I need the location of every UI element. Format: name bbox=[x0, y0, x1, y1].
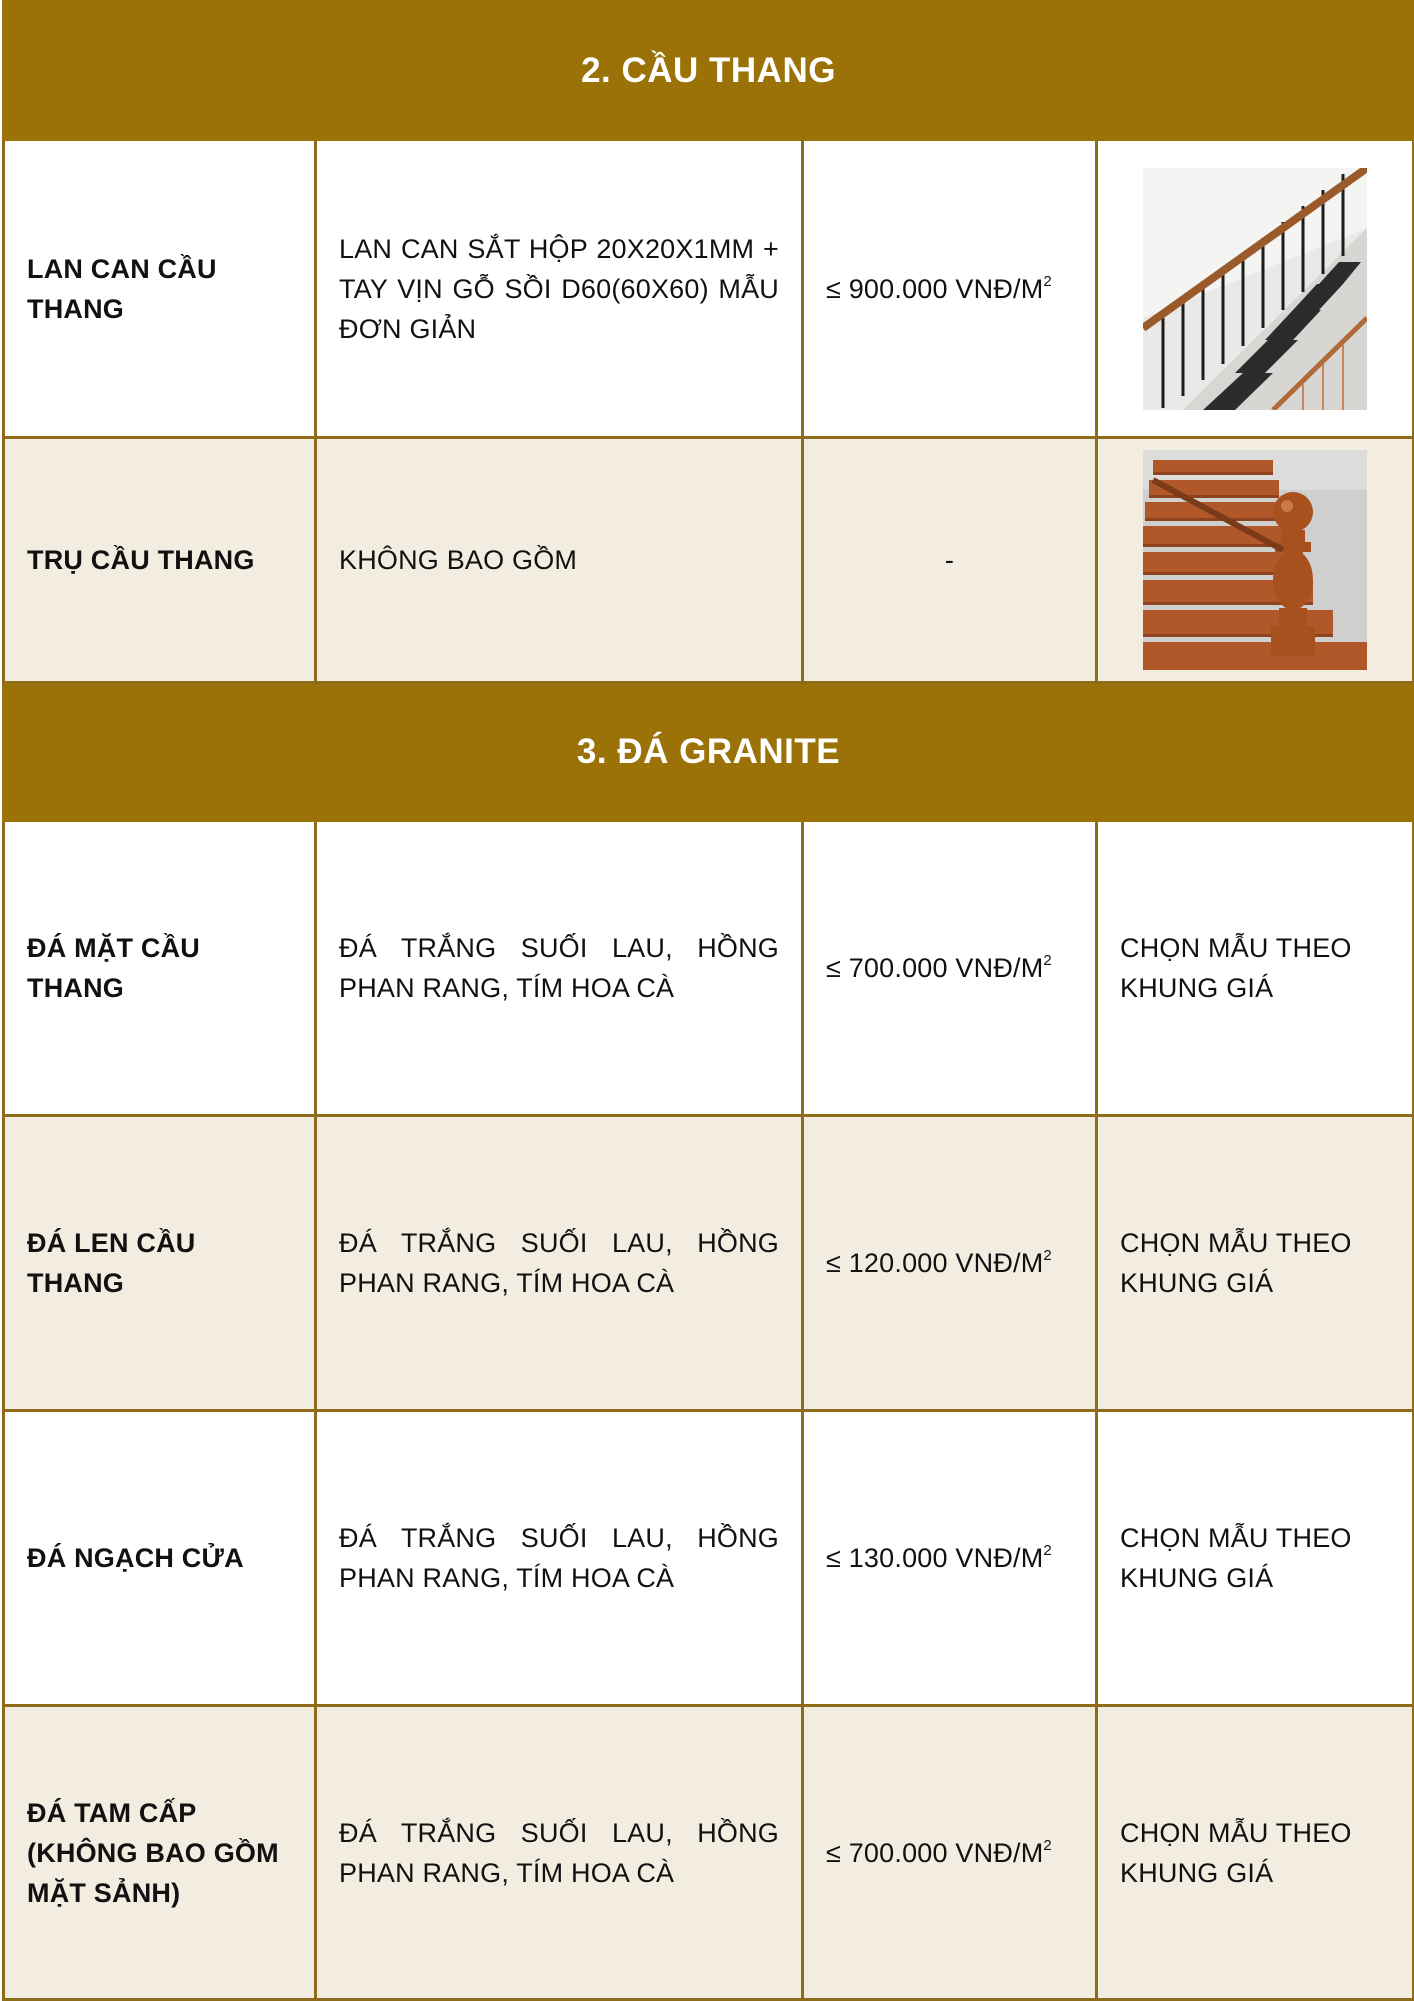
price-value: ≤ 900.000 VNĐ/M bbox=[826, 273, 1044, 304]
item-name: LAN CAN CẦU THANG bbox=[4, 140, 316, 438]
item-price: - bbox=[803, 438, 1097, 683]
item-name: ĐÁ LEN CẦU THANG bbox=[4, 1116, 316, 1411]
table-row bbox=[4, 140, 1414, 438]
price-unit-superscript: 2 bbox=[1043, 952, 1052, 969]
item-price bbox=[803, 1411, 1097, 1706]
wooden-newel-post-photo bbox=[1143, 450, 1367, 670]
price-value: ≤ 120.000 VNĐ/M bbox=[826, 1248, 1044, 1278]
section-heading: 2. CẦU THANG bbox=[4, 2, 1414, 140]
price-unit-superscript: 2 bbox=[1043, 1542, 1052, 1559]
item-name: ĐÁ NGẠCH CỬA bbox=[4, 1411, 316, 1706]
item-description: ĐÁ TRẮNG SUỐI LAU, HỒNG PHAN RANG, TÍM HOA CÀ bbox=[316, 1411, 803, 1706]
price-unit-superscript: 2 bbox=[1043, 1247, 1052, 1264]
price-value: ≤ 130.000 VNĐ/M bbox=[826, 1543, 1044, 1573]
section-header-granite bbox=[4, 683, 1414, 821]
price-unit-superscript: 2 bbox=[1043, 272, 1052, 290]
item-description: LAN CAN SẮT HỘP 20X20X1MM + TAY VỊN GỖ SỒI D60(60X60) MẪU ĐƠN GIẢN bbox=[316, 140, 803, 438]
item-note: CHỌN MẪU THEO KHUNG GIÁ bbox=[1097, 1411, 1414, 1706]
section-heading: 3. ĐÁ GRANITE bbox=[4, 683, 1414, 821]
table-row bbox=[4, 821, 1414, 1116]
item-price bbox=[803, 1706, 1097, 2000]
price-unit-superscript: 2 bbox=[1043, 1836, 1052, 1854]
item-description: ĐÁ TRẮNG SUỐI LAU, HỒNG PHAN RANG, TÍM HOA CÀ bbox=[316, 821, 803, 1116]
price-table bbox=[2, 0, 1414, 2001]
item-price bbox=[803, 821, 1097, 1116]
table-row bbox=[4, 1411, 1414, 1706]
item-image-cell bbox=[1097, 438, 1414, 683]
item-price bbox=[803, 1116, 1097, 1411]
price-value: ≤ 700.000 VNĐ/M bbox=[826, 1837, 1044, 1868]
item-description: ĐÁ TRẮNG SUỐI LAU, HỒNG PHAN RANG, TÍM HOA CÀ bbox=[316, 1706, 803, 2000]
metal-stair-railing-photo bbox=[1143, 168, 1367, 410]
item-note: CHỌN MẪU THEO KHUNG GIÁ bbox=[1097, 1116, 1414, 1411]
item-image-cell bbox=[1097, 140, 1414, 438]
item-note: CHỌN MẪU THEO KHUNG GIÁ bbox=[1097, 1706, 1414, 2000]
table-row bbox=[4, 438, 1414, 683]
item-name: TRỤ CẦU THANG bbox=[4, 438, 316, 683]
item-note: CHỌN MẪU THEO KHUNG GIÁ bbox=[1097, 821, 1414, 1116]
item-price bbox=[803, 140, 1097, 438]
table-row bbox=[4, 1706, 1414, 2000]
item-name: ĐÁ MẶT CẦU THANG bbox=[4, 821, 316, 1116]
item-description: ĐÁ TRẮNG SUỐI LAU, HỒNG PHAN RANG, TÍM HOA CÀ bbox=[316, 1116, 803, 1411]
item-description: KHÔNG BAO GỒM bbox=[316, 438, 803, 683]
section-header-stairs bbox=[4, 2, 1414, 140]
item-name: ĐÁ TAM CẤP (KHÔNG BAO GỒM MẶT SẢNH) bbox=[4, 1706, 316, 2000]
price-value: ≤ 700.000 VNĐ/M bbox=[826, 953, 1044, 983]
table-row bbox=[4, 1116, 1414, 1411]
